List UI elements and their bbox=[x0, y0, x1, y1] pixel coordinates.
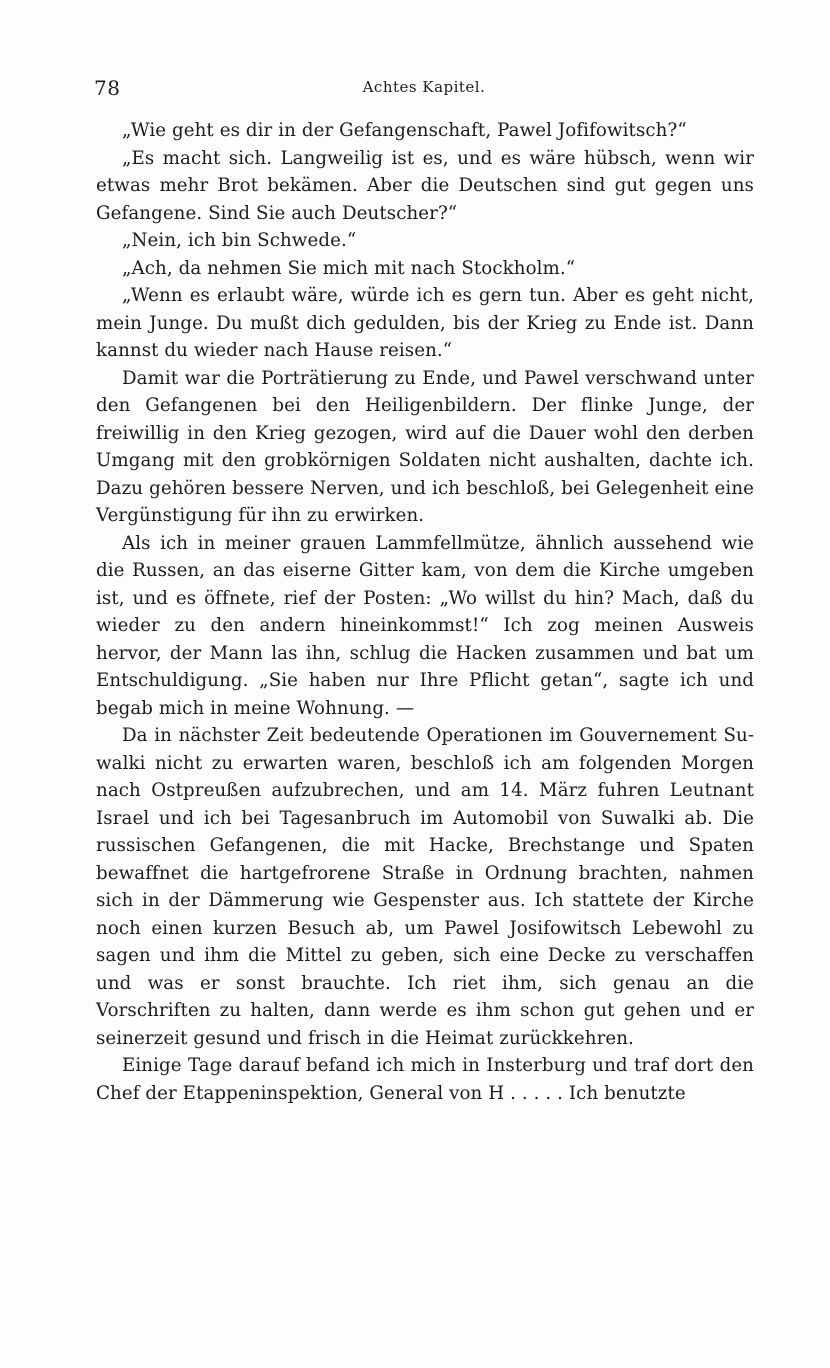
paragraph: „Nein, ich bin Schwede.“ bbox=[122, 230, 357, 251]
paragraph: „Wenn es erlaubt wäre, würde ich es gern tun. Aber es geht nicht, mein Junge. Du mußt dich gedulden, bis der Krieg zu Ende ist. Dann kannst du wieder nach Hause reisen.“ bbox=[96, 285, 754, 361]
running-title: Achtes Kapitel. bbox=[362, 78, 486, 96]
paragraph: Damit war die Porträtierung zu Ende, und Pawel verschwand unter den Gefangenen bei den Heiligenbildern. Der flinke Junge, der freiwillig in den Krieg gezogen, wird auf die Dauer wohl den derben Umgang mit den grobkörnigen Soldaten nicht aushalten, dachte ich. Dazu gehören bessere Nerven, und ich beschloß, bei Gelegenheit eine Vergünstigung für ihn zu erwirken. bbox=[96, 367, 754, 526]
paragraph: „Wie geht es dir in der Gefangenschaft, Pawel Jofifowitsch?“ bbox=[122, 120, 687, 141]
paragraph: Als ich in meiner grauen Lammfellmütze, ähnlich aussehend wie die Russen, an das eiserne Gitter kam, von dem die Kirche umgeben ist, und es öffnete, rief der Posten: „Wo willst du hin? Mach, daß du wieder zu den andern hineinkommst!“ Ich zog meinen Ausweis hervor, der Mann las ihn, schlug die Hacken zusammen und bat um Entschuldigung. „Sie haben nur Ihre Pflicht getan“, sagte ich und begab mich in meine Wohnung. — bbox=[96, 532, 754, 719]
paragraph: „Ach, da nehmen Sie mich mit nach Stockholm.“ bbox=[122, 257, 576, 279]
page-number: 78 bbox=[94, 76, 121, 100]
paragraph: „Es macht sich. Langweilig ist es, und es wäre hübsch, wenn wir etwas mehr Brot bekämen. Aber die Deutschen sind gut gegen uns Gefangene. Sind Sie auch Deutscher?“ bbox=[96, 147, 754, 224]
paragraph: Da in nächster Zeit bedeutende Operationen im Gouvernement Suwalki nicht zu erwarten waren, beschloß ich am folgenden Morgen nach Ostpreußen aufzubrechen, und am 14. März fuhren Leutnant Israel und ich bei Tagesanbruch im Automobil von Suwalki ab. Die russischen Gefangenen, die mit Hacke, Brechstange und Spaten bewaffnet die hartgefrorene Straße in Ordnung brachten, nahmen sich in der Dämmerung wie Gespenster aus. Ich stattete der Kirche noch einen kurzen Besuch ab, um Pawel Josifowitsch Lebewohl zu sagen und ihm die Mittel zu geben, sich eine Decke zu verschaffen und was er sonst brauchte. Ich riet ihm, sich genau an die Vorschriften zu halten, dann werde es ihm schon gut gehen und er seinerzeit gesund und frisch in die Heimat zurückkehren. bbox=[96, 725, 754, 1049]
page-header bbox=[94, 76, 754, 104]
body-text bbox=[96, 117, 754, 1107]
paragraph: Einige Tage darauf befand ich mich in Insterburg und traf dort den Chef der Etappeninspektion, General von H . . . . . Ich benutzte bbox=[96, 1055, 754, 1104]
